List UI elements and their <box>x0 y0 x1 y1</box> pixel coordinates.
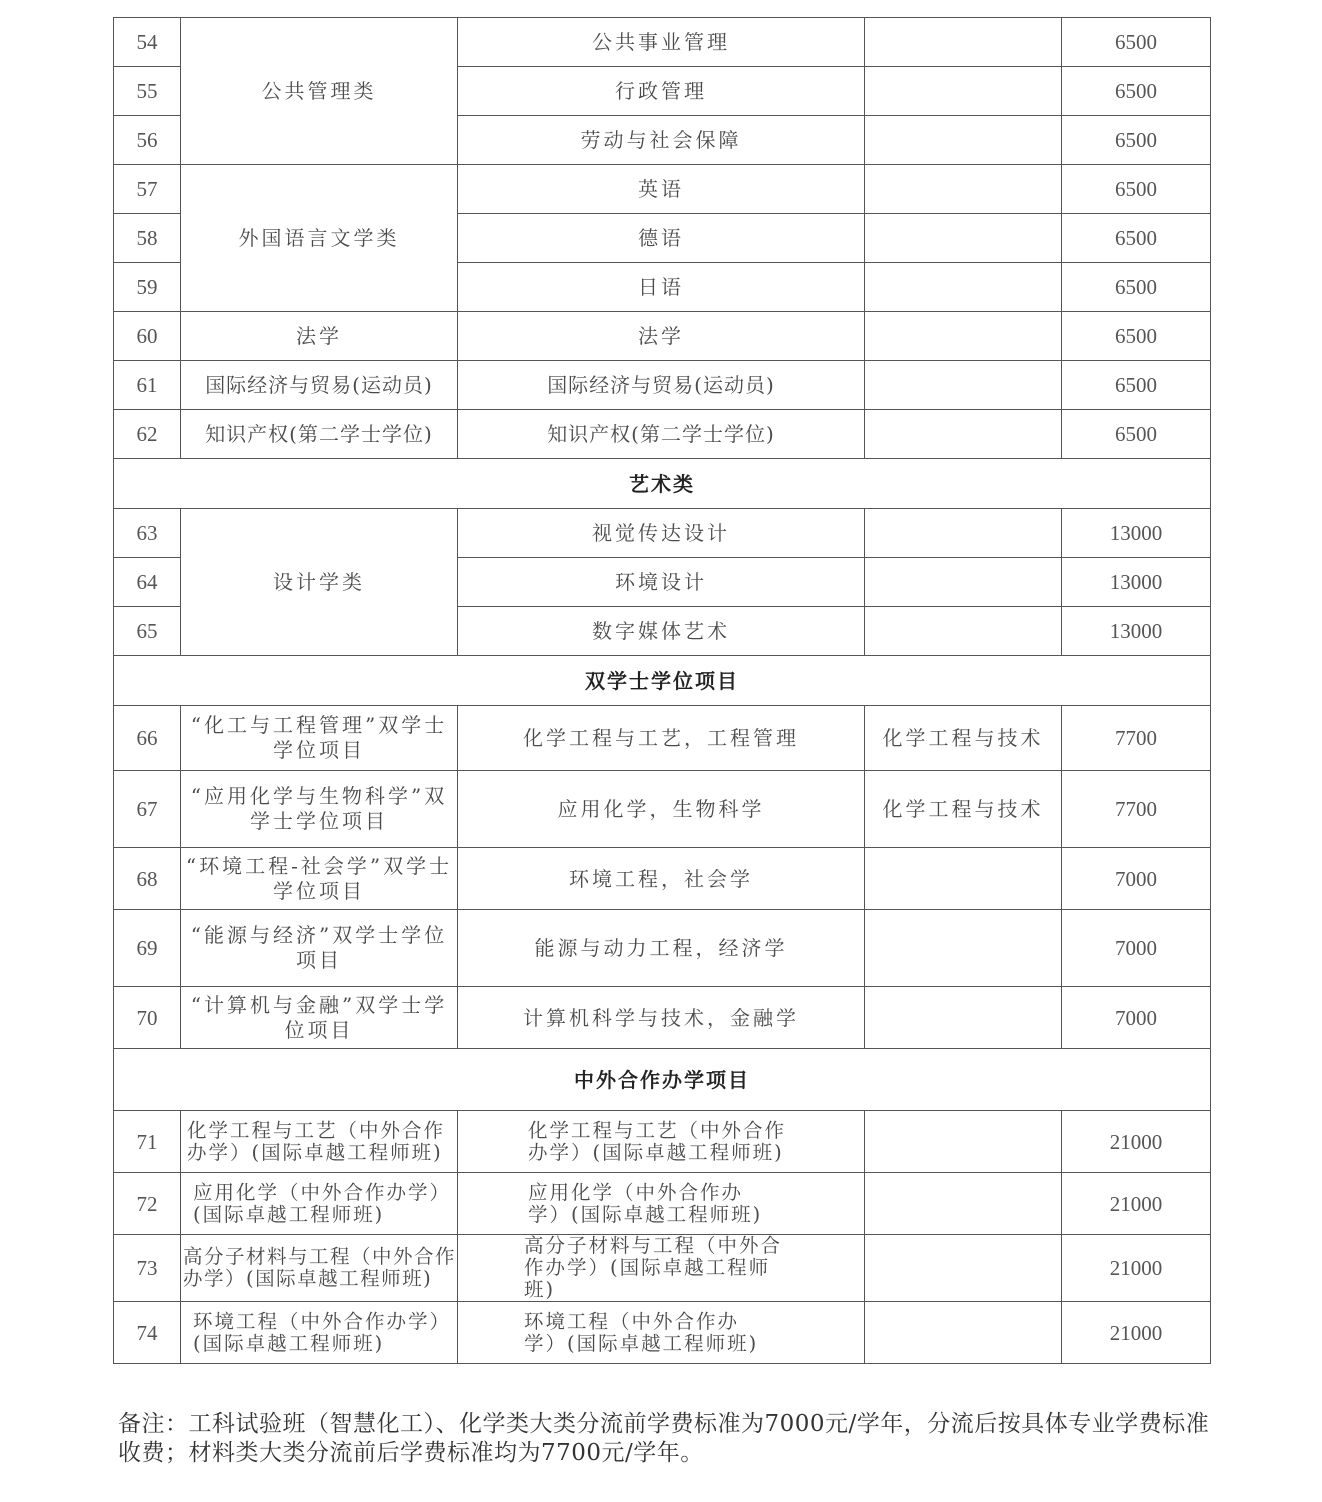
section-header-row <box>114 656 1211 706</box>
category-cell: 公共管理类 <box>181 18 458 165</box>
fee-cell: 6500 <box>1062 67 1211 116</box>
table-row <box>114 1235 1211 1302</box>
category-cell: 设计学类 <box>181 509 458 656</box>
row-number: 54 <box>114 18 181 67</box>
table-row <box>114 18 1211 67</box>
extra-cell <box>865 848 1062 910</box>
fee-cell: 6500 <box>1062 361 1211 410</box>
extra-cell: 化学工程与技术 <box>865 706 1062 771</box>
major-cell: 法学 <box>458 312 865 361</box>
extra-cell <box>865 263 1062 312</box>
fee-cell: 6500 <box>1062 410 1211 459</box>
fee-cell: 21000 <box>1062 1111 1211 1173</box>
category-cell: 化学工程与工艺（中外合作办学）(国际卓越工程师班) <box>181 1111 458 1173</box>
table-row <box>114 771 1211 848</box>
major-cell: 高分子材料与工程（中外合作办学）(国际卓越工程师班) <box>458 1235 865 1302</box>
fee-cell: 7000 <box>1062 987 1211 1049</box>
fee-cell: 6500 <box>1062 165 1211 214</box>
major-cell: 劳动与社会保障 <box>458 116 865 165</box>
extra-cell <box>865 910 1062 987</box>
table-row <box>114 361 1211 410</box>
major-cell: 应用化学，生物科学 <box>458 771 865 848</box>
category-cell: “能源与经济”双学士学位项目 <box>181 910 458 987</box>
section-title-double-degree: 双学士学位项目 <box>114 656 1211 706</box>
fee-cell: 13000 <box>1062 509 1211 558</box>
major-cell: 视觉传达设计 <box>458 509 865 558</box>
fee-cell: 6500 <box>1062 214 1211 263</box>
row-number: 69 <box>114 910 181 987</box>
major-cell: 能源与动力工程，经济学 <box>458 910 865 987</box>
row-number: 67 <box>114 771 181 848</box>
extra-cell: 化学工程与技术 <box>865 771 1062 848</box>
table-row <box>114 1173 1211 1235</box>
extra-cell <box>865 312 1062 361</box>
section-header-row <box>114 1049 1211 1111</box>
extra-cell <box>865 1173 1062 1235</box>
extra-cell <box>865 607 1062 656</box>
row-number: 71 <box>114 1111 181 1173</box>
category-cell: 应用化学（中外合作办学）(国际卓越工程师班) <box>181 1173 458 1235</box>
table-row <box>114 1302 1211 1364</box>
category-cell: 知识产权(第二学士学位) <box>181 410 458 459</box>
major-cell: 化学工程与工艺，工程管理 <box>458 706 865 771</box>
fee-cell: 21000 <box>1062 1173 1211 1235</box>
row-number: 70 <box>114 987 181 1049</box>
extra-cell <box>865 987 1062 1049</box>
extra-cell <box>865 1302 1062 1364</box>
major-cell: 德语 <box>458 214 865 263</box>
major-cell: 应用化学（中外合作办学）(国际卓越工程师班) <box>458 1173 865 1235</box>
category-cell: “化工与工程管理”双学士学位项目 <box>181 706 458 771</box>
fee-cell: 21000 <box>1062 1302 1211 1364</box>
row-number: 58 <box>114 214 181 263</box>
table-row <box>114 410 1211 459</box>
row-number: 72 <box>114 1173 181 1235</box>
table-row <box>114 848 1211 910</box>
fee-cell: 6500 <box>1062 18 1211 67</box>
row-number: 62 <box>114 410 181 459</box>
table-row <box>114 910 1211 987</box>
category-cell: 高分子材料与工程（中外合作办学）(国际卓越工程师班) <box>181 1235 458 1302</box>
extra-cell <box>865 509 1062 558</box>
major-cell: 日语 <box>458 263 865 312</box>
fee-cell: 6500 <box>1062 263 1211 312</box>
extra-cell <box>865 67 1062 116</box>
table-row <box>114 509 1211 558</box>
category-cell: 国际经济与贸易(运动员) <box>181 361 458 410</box>
major-cell: 公共事业管理 <box>458 18 865 67</box>
fee-cell: 7000 <box>1062 848 1211 910</box>
table-row <box>114 706 1211 771</box>
extra-cell <box>865 1235 1062 1302</box>
category-cell: “计算机与金融”双学士学位项目 <box>181 987 458 1049</box>
category-cell: 外国语言文学类 <box>181 165 458 312</box>
major-cell: 环境设计 <box>458 558 865 607</box>
row-number: 60 <box>114 312 181 361</box>
fee-cell: 13000 <box>1062 558 1211 607</box>
row-number: 57 <box>114 165 181 214</box>
category-cell: 法学 <box>181 312 458 361</box>
major-cell: 行政管理 <box>458 67 865 116</box>
section-title-art: 艺术类 <box>114 459 1211 509</box>
extra-cell <box>865 214 1062 263</box>
extra-cell <box>865 558 1062 607</box>
extra-cell <box>865 18 1062 67</box>
major-cell: 英语 <box>458 165 865 214</box>
extra-cell <box>865 1111 1062 1173</box>
major-cell: 知识产权(第二学士学位) <box>458 410 865 459</box>
row-number: 66 <box>114 706 181 771</box>
category-cell: “环境工程-社会学”双学士学位项目 <box>181 848 458 910</box>
row-number: 73 <box>114 1235 181 1302</box>
section-title-sino-foreign: 中外合作办学项目 <box>114 1049 1211 1111</box>
fee-cell: 13000 <box>1062 607 1211 656</box>
fee-cell: 7700 <box>1062 771 1211 848</box>
major-cell: 计算机科学与技术，金融学 <box>458 987 865 1049</box>
fee-cell: 21000 <box>1062 1235 1211 1302</box>
row-number: 59 <box>114 263 181 312</box>
row-number: 56 <box>114 116 181 165</box>
major-cell: 国际经济与贸易(运动员) <box>458 361 865 410</box>
table-row <box>114 1111 1211 1173</box>
table-row <box>114 165 1211 214</box>
row-number: 63 <box>114 509 181 558</box>
fee-cell: 6500 <box>1062 116 1211 165</box>
row-number: 64 <box>114 558 181 607</box>
fee-cell: 7700 <box>1062 706 1211 771</box>
section-header-row <box>114 459 1211 509</box>
tuition-table <box>113 17 1211 1364</box>
major-cell: 数字媒体艺术 <box>458 607 865 656</box>
table-row <box>114 312 1211 361</box>
extra-cell <box>865 116 1062 165</box>
row-number: 68 <box>114 848 181 910</box>
row-number: 61 <box>114 361 181 410</box>
extra-cell <box>865 361 1062 410</box>
category-cell: 环境工程（中外合作办学）(国际卓越工程师班) <box>181 1302 458 1364</box>
table-row <box>114 987 1211 1049</box>
footnote: 备注：工科试验班（智慧化工）、化学类大类分流前学费标准为7000元/学年，分流后按具体专业学费标准收费；材料类大类分流前后学费标准均为7700元/学年。 <box>118 1411 1210 1466</box>
extra-cell <box>865 165 1062 214</box>
row-number: 55 <box>114 67 181 116</box>
category-cell: “应用化学与生物科学”双学士学位项目 <box>181 771 458 848</box>
major-cell: 环境工程，社会学 <box>458 848 865 910</box>
row-number: 74 <box>114 1302 181 1364</box>
fee-cell: 7000 <box>1062 910 1211 987</box>
extra-cell <box>865 410 1062 459</box>
major-cell: 环境工程（中外合作办学）(国际卓越工程师班) <box>458 1302 865 1364</box>
row-number: 65 <box>114 607 181 656</box>
major-cell: 化学工程与工艺（中外合作办学）(国际卓越工程师班) <box>458 1111 865 1173</box>
fee-cell: 6500 <box>1062 312 1211 361</box>
